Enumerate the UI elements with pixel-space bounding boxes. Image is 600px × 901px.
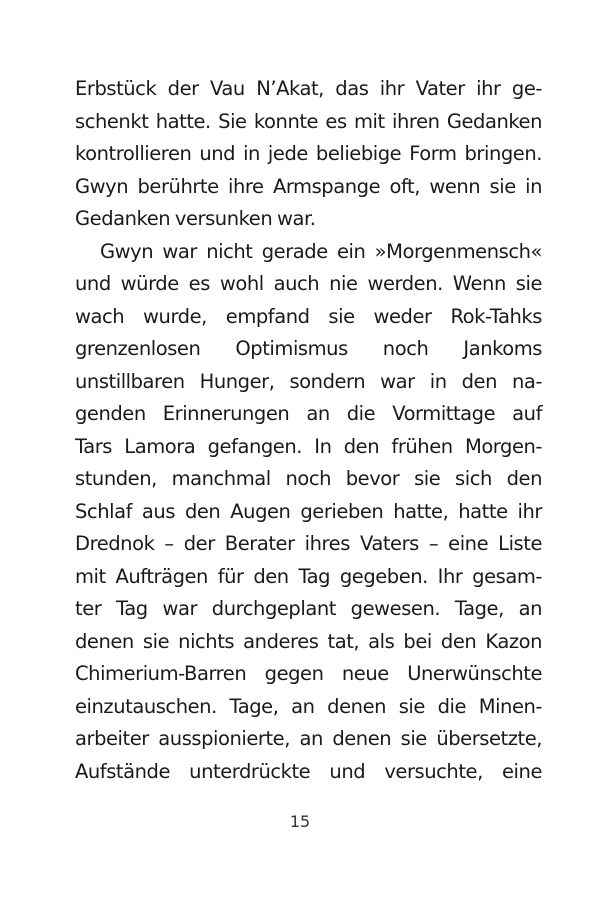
- text-line: ter Tag war durchgeplant gewesen. Tage, an: [75, 597, 542, 620]
- text-line: Chimerium-Barren gegen neue Unerwünschte: [75, 662, 542, 685]
- text-line: einzutauschen. Tage, an denen sie die Minen-: [75, 694, 542, 718]
- body-text: [75, 73, 542, 788]
- text-line: Aufstände unterdrückte und versuchte, eine: [75, 759, 542, 783]
- text-line: denen sie nichts anderes tat, als bei den Kazon: [75, 629, 542, 653]
- text-line: schenkt hatte. Sie konnte es mit ihren Gedanken: [75, 109, 542, 133]
- text-line: kontrollieren und in jede beliebige Form bringen.: [75, 142, 542, 165]
- text-line: Gwyn war nicht gerade ein »Morgenmensch«: [100, 239, 542, 263]
- page-number: 15: [289, 812, 311, 831]
- text-line: unstillbaren Hunger, sondern war in den na-: [75, 369, 542, 393]
- text-line: Erbstück der Vau N’Akat, das ihr Vater ihr ge-: [75, 77, 542, 100]
- text-line: mit Aufträgen für den Tag gegeben. Ihr gesam-: [75, 564, 542, 588]
- text-line: Drednok – der Berater ihres Vaters – eine Liste: [75, 532, 542, 555]
- text-line: und würde es wohl auch nie werden. Wenn sie: [75, 272, 542, 295]
- text-line: Gwyn berührte ihre Armspange oft, wenn sie in: [75, 174, 542, 198]
- text-line: arbeiter ausspionierte, an denen sie übersetzte,: [75, 727, 542, 750]
- text-line: Schlaf aus den Augen gerieben hatte, hatte ihr: [75, 499, 542, 523]
- text-line: Gedanken versunken war.: [75, 207, 316, 230]
- text-line: grenzenlosen Optimismus noch Jankoms: [75, 337, 542, 360]
- text-line: stunden, manchmal noch bevor sie sich den: [75, 467, 542, 490]
- text-line: genden Erinnerungen an die Vormittage auf: [75, 402, 542, 425]
- text-line: Tars Lamora gefangen. In den frühen Morgen-: [75, 434, 542, 458]
- text-line: wach wurde, empfand sie weder Rok-Tahks: [75, 304, 542, 328]
